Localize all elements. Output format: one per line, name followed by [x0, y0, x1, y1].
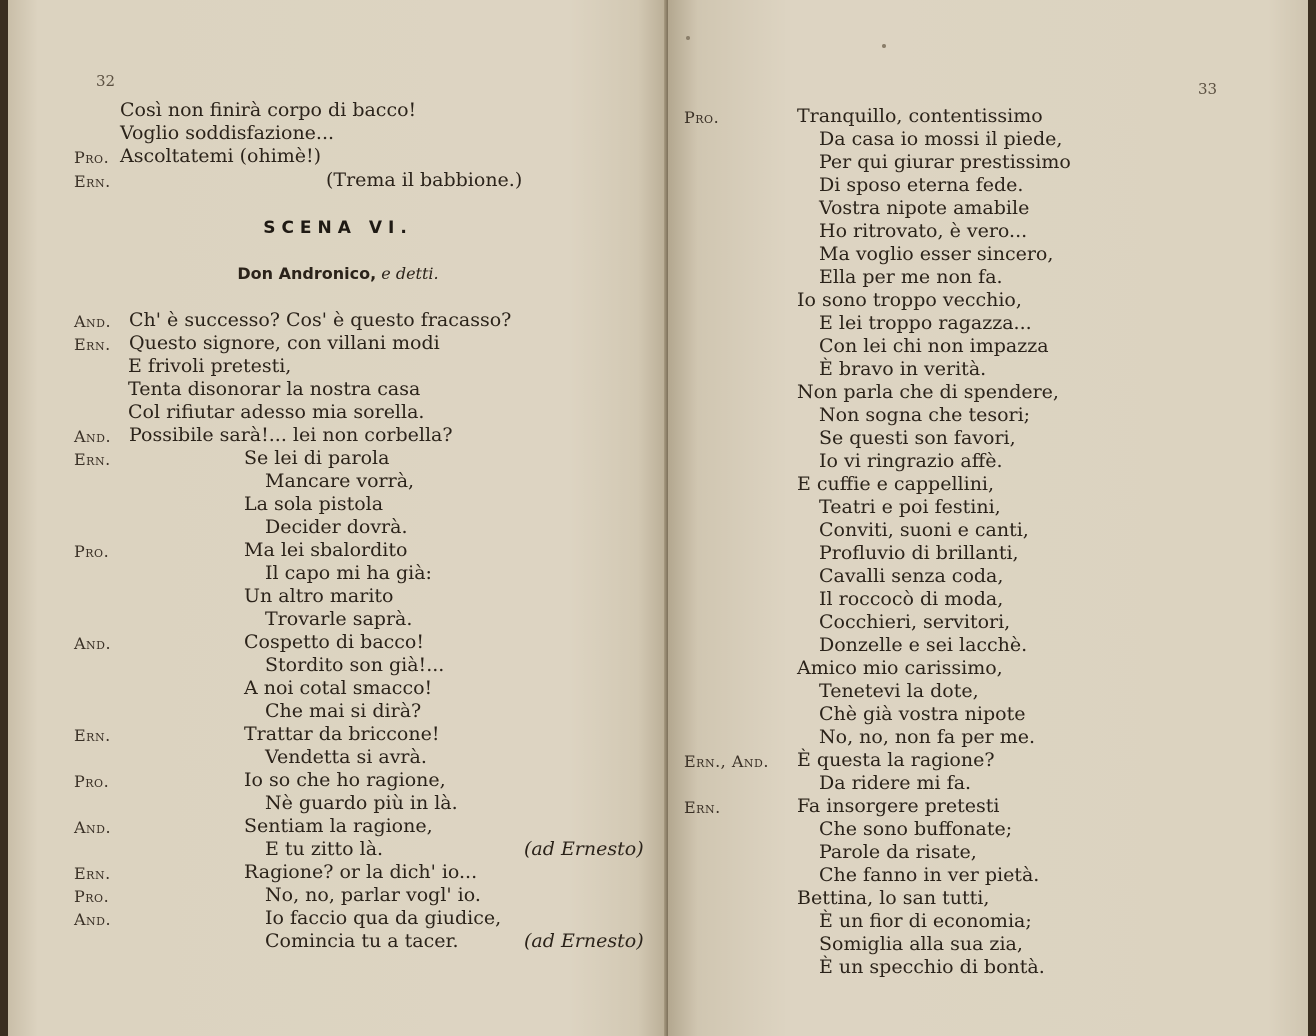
speaker-label: And.: [74, 634, 112, 653]
verse-line: Io sono troppo vecchio,: [797, 289, 1022, 311]
page-number-right: 33: [1198, 80, 1218, 98]
verse-line: La sola pistola: [244, 493, 384, 515]
speaker-label: Pro.: [74, 772, 110, 791]
left-page: [8, 0, 668, 1036]
verse-line: Amico mio carissimo,: [797, 657, 1003, 679]
verse-line: Teatri e poi festini,: [819, 496, 1001, 518]
verse-line: È un fior di economia;: [819, 910, 1032, 932]
dialogue-line: Questo signore, con villani modi: [129, 332, 440, 354]
verse-line: Non sogna che tesori;: [819, 404, 1031, 426]
verse-line: Stordito son già!...: [265, 654, 445, 676]
verse-line: Nè guardo più in là.: [265, 792, 458, 814]
speaker-label: Ern.: [74, 864, 111, 883]
stage-direction: (Trema il babbione.): [326, 169, 523, 191]
speaker-label: Ern., And.: [684, 752, 769, 771]
verse-line: Ma voglio esser sincero,: [819, 243, 1054, 265]
verse-line: Decider dovrà.: [265, 516, 408, 538]
speaker-label: Ern.: [74, 450, 111, 469]
speaker-label: And.: [74, 910, 112, 929]
verse-line: È bravo in verità.: [819, 358, 987, 380]
page-number-left: 32: [96, 72, 116, 90]
verse-line: Tranquillo, contentissimo: [797, 105, 1043, 127]
verse-line: E lei troppo ragazza...: [819, 312, 1032, 334]
verse-line: Donzelle e sei lacchè.: [819, 634, 1028, 656]
verse-line: No, no, non fa per me.: [819, 726, 1036, 748]
verse-line: Da ridere mi fa.: [819, 772, 972, 794]
verse-line: È un specchio di bontà.: [819, 956, 1045, 978]
verse-line: Profluvio di brillanti,: [819, 542, 1019, 564]
scene-subtitle: [8, 264, 668, 283]
dialogue-line: Possibile sarà!... lei non corbella?: [129, 424, 453, 446]
verse-line: Sentiam la ragione,: [244, 815, 433, 837]
dialogue-line: Col rifiutar adesso mia sorella.: [128, 401, 425, 423]
verse-line: E tu zitto là.: [265, 838, 384, 860]
speaker-label: And.: [74, 427, 112, 446]
paper-speck: [686, 36, 690, 40]
speaker-label: Pro.: [684, 108, 720, 127]
verse-line: E cuffie e cappellini,: [797, 473, 995, 495]
verse-line: Ascoltatemi (ohimè!): [120, 145, 322, 167]
scene-subtitle-rest: e detti.: [381, 264, 439, 283]
verse-line: A noi cotal smacco!: [244, 677, 433, 699]
dialogue-line: E frivoli pretesti,: [128, 355, 292, 377]
verse-line: Che mai si dirà?: [265, 700, 422, 722]
verse-line: Vostra nipote amabile: [819, 197, 1030, 219]
verse-line: Che sono buffonate;: [819, 818, 1013, 840]
verse-line: Cavalli senza coda,: [819, 565, 1004, 587]
speaker-label: And.: [74, 818, 112, 837]
speaker-label: Ern.: [74, 335, 111, 354]
stage-direction: (ad Ernesto): [524, 838, 644, 860]
verse-line: Parole da risate,: [819, 841, 977, 863]
verse-line: Cospetto di bacco!: [244, 631, 425, 653]
verse-line: Che fanno in ver pietà.: [819, 864, 1040, 886]
verse-line: Trattar da briccone!: [244, 723, 440, 745]
verse-line: Trovarle saprà.: [265, 608, 413, 630]
speaker-label: Pro.: [74, 542, 110, 561]
verse-line: Da casa io mossi il piede,: [819, 128, 1063, 150]
speaker-label: Pro.: [74, 887, 110, 906]
verse-line: Con lei chi non impazza: [819, 335, 1049, 357]
verse-line: Io vi ringrazio affè.: [819, 450, 1003, 472]
verse-line: Io so che ho ragione,: [244, 769, 446, 791]
paper-speck: [882, 44, 886, 48]
speaker-label: Ern.: [684, 798, 721, 817]
verse-line: Se questi son favori,: [819, 427, 1016, 449]
verse-line: È questa la ragione?: [797, 749, 995, 771]
verse-line: Mancare vorrà,: [265, 470, 415, 492]
verse-line: Se lei di parola: [244, 447, 390, 469]
verse-line: Ella per me non fa.: [819, 266, 1003, 288]
verse-line: Tenetevi la dote,: [819, 680, 979, 702]
verse-line: Ragione? or la dich' io...: [244, 861, 478, 883]
speaker-label: Ern.: [74, 172, 111, 191]
verse-line: Comincia tu a tacer.: [265, 930, 459, 952]
verse-line: Per qui giurar prestissimo: [819, 151, 1071, 173]
verse-line: Non parla che di spendere,: [797, 381, 1059, 403]
verse-line: Fa insorgere pretesti: [797, 795, 1000, 817]
verse-line: Bettina, lo san tutti,: [797, 887, 990, 909]
verse-line: Di sposo eterna fede.: [819, 174, 1024, 196]
verse-line: Io faccio qua da giudice,: [265, 907, 502, 929]
stage-direction: (ad Ernesto): [524, 930, 644, 952]
verse-line: Conviti, suoni e canti,: [819, 519, 1029, 541]
verse-line: Il capo mi ha già:: [265, 562, 432, 584]
verse-line: Ho ritrovato, è vero...: [819, 220, 1028, 242]
verse-line: Così non finirà corpo di bacco!: [120, 99, 417, 121]
verse-line: Il roccocò di moda,: [819, 588, 1004, 610]
verse-line: Chè già vostra nipote: [819, 703, 1026, 725]
right-page: [668, 0, 1308, 1036]
speaker-label: And.: [74, 312, 112, 331]
scene-title: SCENA VI.: [263, 218, 413, 238]
verse-line: No, no, parlar vogl' io.: [265, 884, 481, 906]
verse-line: Un altro marito: [244, 585, 394, 607]
speaker-label: Ern.: [74, 726, 111, 745]
verse-line: Voglio soddisfazione...: [120, 122, 335, 144]
dialogue-line: Tenta disonorar la nostra casa: [128, 378, 421, 400]
verse-line: Vendetta si avrà.: [265, 746, 427, 768]
verse-line: Somiglia alla sua zia,: [819, 933, 1023, 955]
character-name: Don Andronico,: [237, 264, 377, 283]
speaker-label: Pro.: [74, 148, 110, 167]
verse-line: Cocchieri, servitori,: [819, 611, 1011, 633]
verse-line: Ma lei sbalordito: [244, 539, 408, 561]
dialogue-line: Ch' è successo? Cos' è questo fracasso?: [129, 309, 512, 331]
